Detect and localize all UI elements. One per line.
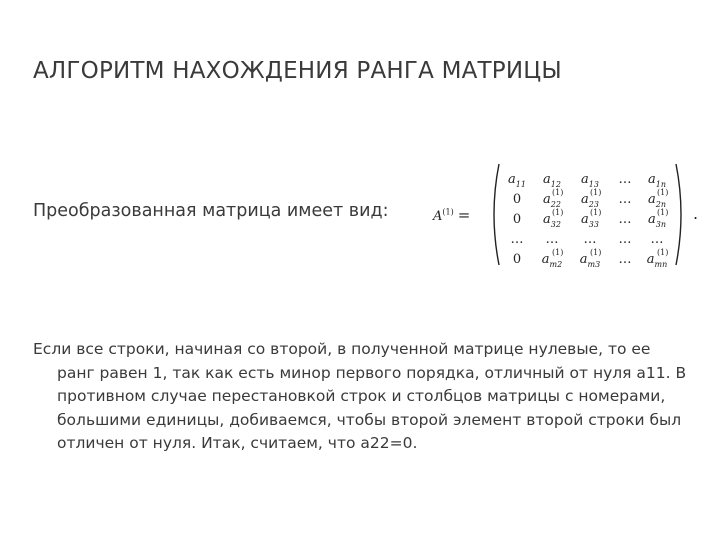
matrix-cell-base: …: [618, 212, 632, 227]
matrix-cell-subscript: mn: [654, 260, 668, 269]
matrix-cell-subscript: m3: [587, 260, 601, 269]
matrix-cell-base: …: [510, 232, 524, 247]
intro-text: Преобразованная матрица имеет вид:: [33, 201, 389, 221]
matrix-cell: [571, 248, 609, 268]
matrix-cell: [501, 188, 533, 208]
matrix-cell-base: a: [646, 252, 655, 267]
matrix-cell: [501, 168, 533, 188]
equals-sign: =: [457, 206, 471, 224]
matrix-cell: [641, 168, 673, 188]
matrix-cell: [609, 168, 641, 188]
matrix-cell-base: a: [579, 252, 588, 267]
matrix-cell-subscript: 2n: [655, 200, 666, 209]
matrix-cell-subscript: 33: [588, 220, 599, 229]
body-paragraph: Если все строки, начиная со второй, в полученной матрице нулевые, то ее ранг равен 1, так как есть минор первого порядка, отличный от нуля а11. В противном случае перестановкой строк и столбцов матрицы с номерами, большими единицы, добиваемся, чтобы второй элемент второй строки был отличен от нуля. Итак, считаем, что а22=0.: [33, 340, 687, 452]
matrix-cell-base: a: [647, 192, 656, 207]
matrix-superscript: (1): [442, 207, 454, 217]
matrix-cell: [609, 248, 641, 268]
right-parenthesis: [674, 162, 688, 267]
matrix-cell: [501, 208, 533, 228]
matrix-cell-base: a: [508, 172, 516, 187]
matrix-cell-base: …: [618, 172, 632, 187]
matrix-cell: [609, 228, 641, 248]
matrix-cell-subscript: 22: [550, 200, 561, 209]
matrix-cell-superscript: (1): [590, 248, 602, 257]
matrix-cell: [571, 208, 609, 228]
matrix-cell-superscript: (1): [657, 188, 669, 197]
matrix-cell-base: a: [581, 192, 589, 207]
matrix-symbol: A: [433, 209, 443, 224]
matrix-cell-superscript: (1): [590, 188, 602, 197]
matrix-cell-subscript: 3n: [655, 220, 666, 229]
matrix-cell: [533, 248, 571, 268]
matrix-cell-superscript: (1): [657, 248, 669, 257]
matrix-cell: [609, 188, 641, 208]
matrix-cell-base: …: [618, 192, 632, 207]
matrix-cell-subscript: m2: [549, 260, 563, 269]
matrix-cell-base: …: [545, 232, 559, 247]
left-parenthesis: [487, 162, 501, 267]
matrix-cell-subscript: 11: [515, 180, 526, 189]
matrix-cell-base: a: [581, 212, 589, 227]
matrix-cell-superscript: (1): [552, 208, 564, 217]
matrix-cell: [641, 248, 673, 268]
matrix-cell: [641, 208, 673, 228]
matrix-cell-subscript: 32: [550, 220, 561, 229]
matrix-cell: [533, 168, 571, 188]
matrix-cell-base: a: [581, 172, 589, 187]
matrix-cell: [571, 188, 609, 208]
matrix-cell: [533, 208, 571, 228]
matrix-cell: [501, 228, 533, 248]
matrix-cell-subscript: 13: [588, 180, 599, 189]
matrix-cell-base: a: [543, 172, 551, 187]
matrix-cell-base: 0: [512, 252, 522, 267]
matrix: [501, 168, 673, 268]
matrix-cell-superscript: (1): [552, 248, 564, 257]
matrix-cell-base: …: [650, 232, 664, 247]
matrix-cell-base: a: [541, 252, 550, 267]
formula-period: .: [693, 204, 699, 223]
matrix-cell-base: a: [647, 212, 656, 227]
matrix-cell: [533, 188, 571, 208]
matrix-cell-base: 0: [512, 212, 522, 227]
matrix-cell-subscript: 1n: [655, 180, 666, 189]
matrix-cell-superscript: (1): [590, 208, 602, 217]
matrix-cell-superscript: (1): [552, 188, 564, 197]
matrix-cell: [533, 228, 571, 248]
slide-title: АЛГОРИТМ НАХОЖДЕНИЯ РАНГА МАТРИЦЫ: [33, 58, 562, 84]
matrix-cell-base: …: [583, 232, 597, 247]
matrix-cell: [641, 228, 673, 248]
matrix-cell: [571, 168, 609, 188]
matrix-cell: [501, 248, 533, 268]
matrix-cell-base: a: [647, 172, 656, 187]
matrix-cell: [609, 208, 641, 228]
matrix-cell: [571, 228, 609, 248]
matrix-cell-base: …: [618, 232, 632, 247]
matrix-cell-base: a: [543, 192, 551, 207]
matrix-cell-base: …: [618, 252, 632, 267]
matrix-cell-base: a: [543, 212, 551, 227]
matrix-cell-base: 0: [512, 192, 522, 207]
matrix-lhs: [433, 206, 470, 224]
matrix-cell-subscript: 12: [550, 180, 561, 189]
matrix-cell-subscript: 23: [588, 200, 599, 209]
matrix-cell-superscript: (1): [657, 208, 669, 217]
matrix-cell: [641, 188, 673, 208]
